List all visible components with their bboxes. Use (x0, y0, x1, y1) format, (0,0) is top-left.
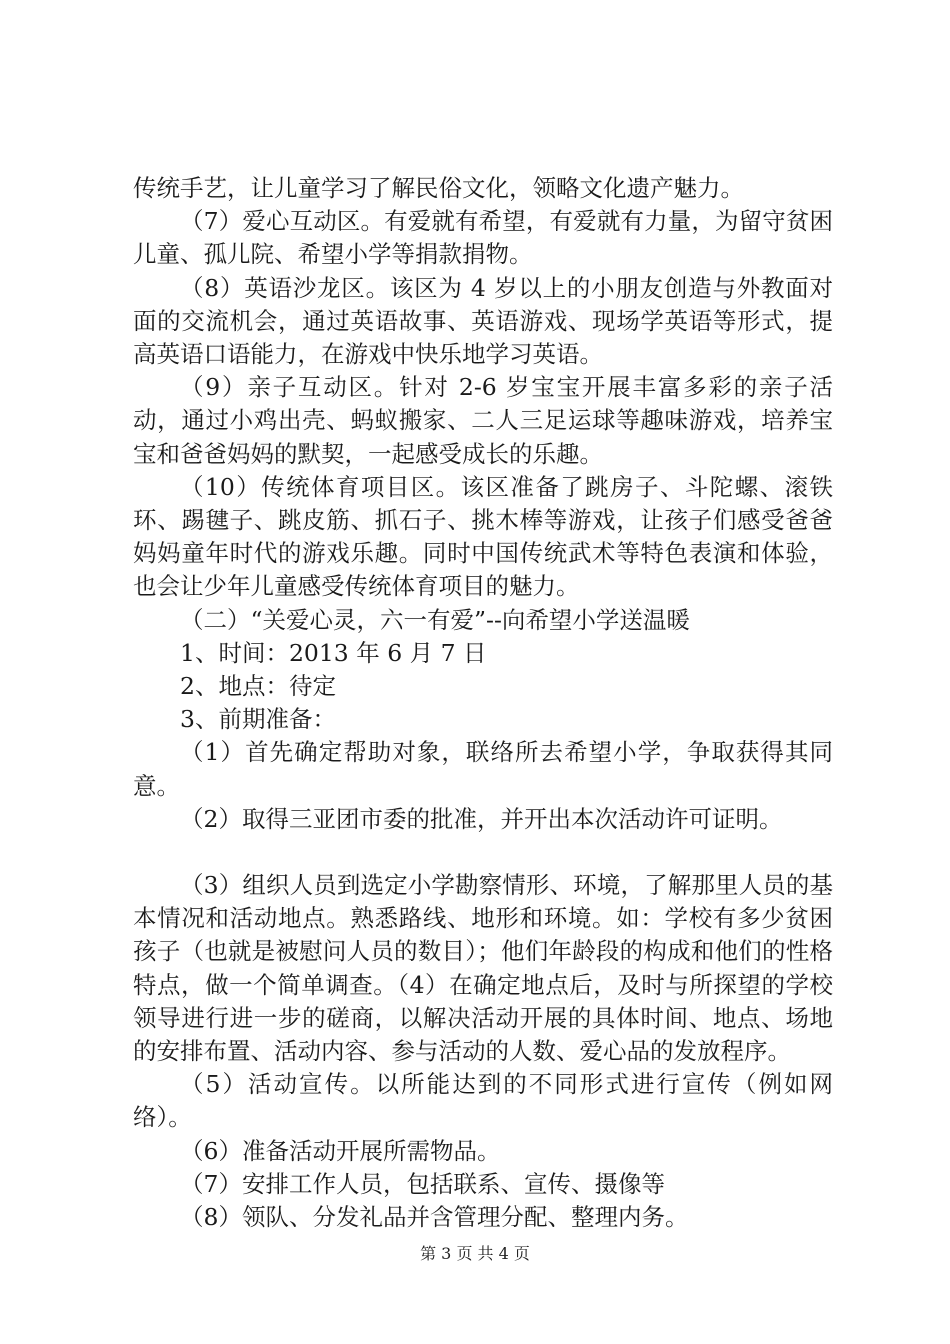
paragraph-prep-2: （2）取得三亚团市委的批准，并开出本次活动许可证明。 (180, 804, 783, 833)
paragraph-location: 2、地点：待定 (180, 672, 336, 701)
paragraph-prep-8: （8）领队、分发礼品并含管理分配、整理内务。 (180, 1203, 689, 1232)
paragraph-prep-5: （5）活动宣传。以所能达到的不同形式进行宣传（例如网络）。 (133, 1070, 833, 1132)
paragraph-parent-child: （9）亲子互动区。针对 2-6 岁宝宝开展丰富多彩的亲子活动，通过小鸡出壳、蚂蚁搬家、二人三足运球等趣味游戏，培养宝宝和爸爸妈妈的默契，一起感受成长的乐趣。 (133, 373, 833, 468)
blank-line (133, 836, 833, 869)
paragraph-prep-3-4: （3）组织人员到选定小学勘察情形、环境，了解那里人员的基本情况和活动地点。熟悉路线、地形和环境。如：学校有多少贫困孩子（也就是被慰问人员的数目）；他们年龄段的构成和他们的性格特点，做一个简单调查。（4）在确定地点后，及时与所探望的学校领导进行进一步的磋商，以解决活动开展的具体时间、地点、场地的安排布置、活动内容、参与活动的人数、爱心品的发放程序。 (133, 871, 833, 1066)
paragraph-prep-1: （1）首先确定帮助对象，联络所去希望小学，争取获得其同意。 (133, 738, 833, 800)
section-heading-hope-school: （二）“关爱心灵，六一有爱”--向希望小学送温暖 (180, 605, 690, 634)
paragraph-folk-culture: 传统手艺，让儿童学习了解民俗文化，领略文化遗产魅力。 (133, 174, 744, 202)
paragraph-love-interaction: （7）爱心互动区。有爱就有希望，有爱就有力量，为留守贫困儿童、孤儿院、希望小学等捐款捐物。 (133, 207, 833, 269)
paragraph-time: 1、时间：2013 年 6 月 7 日 (180, 638, 487, 667)
paragraph-prep-7: （7）安排工作人员，包括联系、宣传、摄像等 (180, 1169, 665, 1198)
document-body (133, 172, 833, 1234)
page-number-footer: 第 3 页 共 4 页 (420, 1244, 530, 1263)
paragraph-prep-6: （6）准备活动开展所需物品。 (180, 1136, 501, 1165)
paragraph-preparation-heading: 3、前期准备： (180, 705, 336, 734)
paragraph-english-salon: （8）英语沙龙区。该区为 4 岁以上的小朋友创造与外教面对面的交流机会，通过英语故事、英语游戏、现场学英语等形式，提高英语口语能力，在游戏中快乐地学习英语。 (133, 273, 833, 369)
paragraph-traditional-sports: （10）传统体育项目区。该区准备了跳房子、斗陀螺、滚铁环、踢毽子、跳皮筋、抓石子、挑木棒等游戏，让孩子们感受爸爸妈妈童年时代的游戏乐趣。同时中国传统武术等特色表演和体验，也会让少年儿童感受传统体育项目的魅力。 (133, 472, 833, 601)
